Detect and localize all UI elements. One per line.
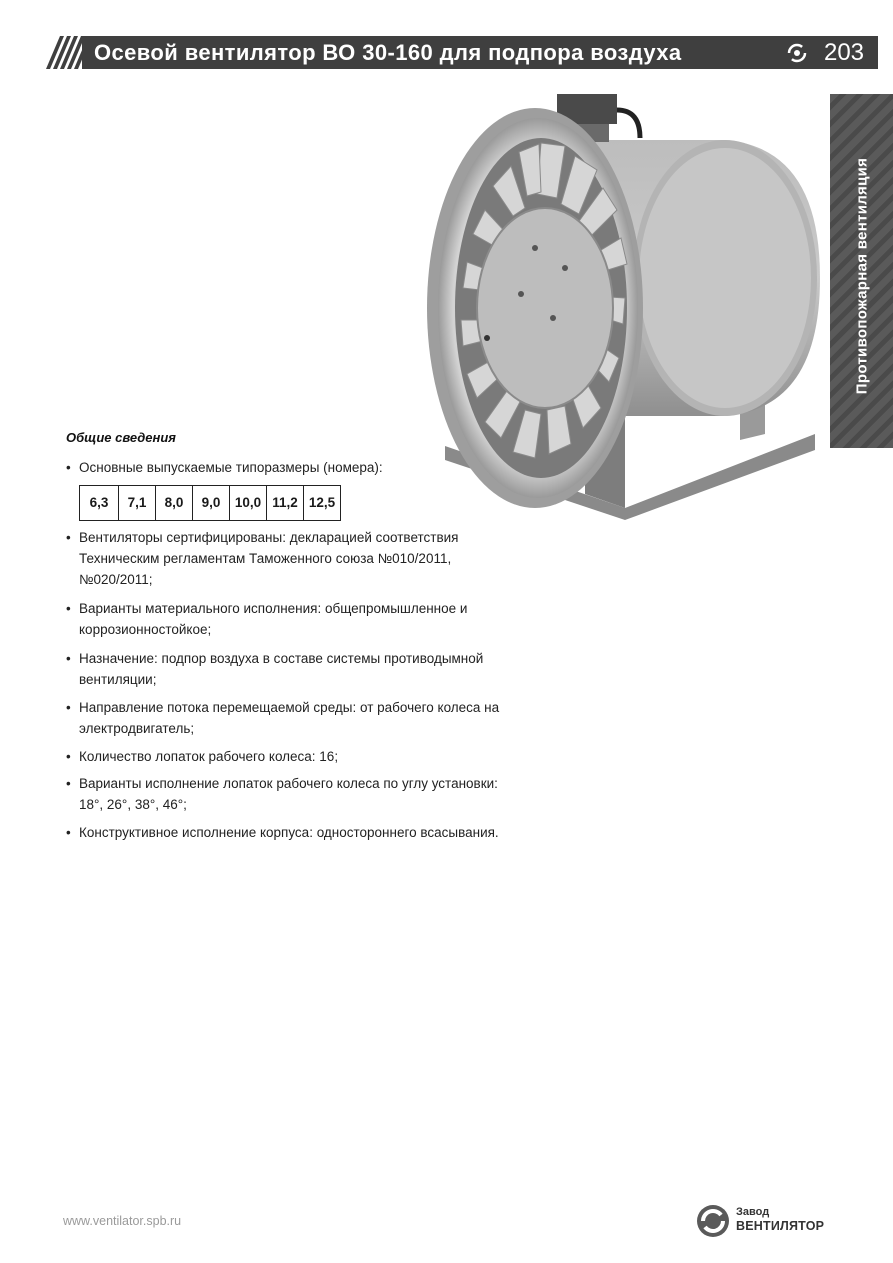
sizes-intro-text: Основные выпускаемые типоразмеры (номера): — [79, 460, 383, 475]
list-item-line: Направление потока перемещаемой среды: от рабочего колеса на — [79, 700, 500, 715]
list-item-line: Варианты материального исполнения: общепромышленное и — [79, 601, 468, 616]
footer-website-link[interactable]: www.ventilator.spb.ru — [63, 1214, 182, 1228]
list-item-line: Вентиляторы сертифицированы: декларацией соответствия — [79, 530, 459, 545]
axial-fan-photo — [425, 88, 825, 520]
size-cell: 9,0 — [192, 486, 229, 520]
size-cell: 6,3 — [89, 495, 109, 510]
list-item-line: коррозионностойкое; — [79, 622, 212, 637]
company-logo-icon — [695, 1203, 731, 1239]
list-item-line: Варианты исполнение лопаток рабочего колеса по углу установки: — [79, 776, 498, 791]
company-logo-line1: Завод — [736, 1206, 770, 1218]
size-cell: 10,0 — [229, 486, 266, 520]
list-item-line: вентиляции; — [79, 672, 157, 687]
list-item-line: Назначение: подпор воздуха в составе системы противодымной — [79, 651, 484, 666]
size-cell: 12,5 — [303, 486, 340, 520]
section-title: Общие сведения — [66, 430, 176, 445]
section-side-tab-label: Противопожарная вентиляция — [853, 157, 871, 395]
brand-logo-icon — [786, 42, 808, 64]
size-cell: 11,2 — [266, 486, 303, 520]
sizes-table — [79, 485, 341, 521]
size-cell: 7,1 — [118, 486, 155, 520]
page-title: Осевой вентилятор ВО 30-160 для подпора воздуха — [94, 40, 682, 65]
list-item-line: 18°, 26°, 38°, 46°; — [79, 797, 187, 812]
page-number: 203 — [823, 39, 865, 66]
list-item-line: Техническим регламентам Таможенного союза №010/2011, — [79, 551, 452, 566]
company-logo-line2: ВЕНТИЛЯТОР — [736, 1219, 825, 1233]
list-item-line: Количество лопаток рабочего колеса: 16; — [79, 749, 339, 764]
list-item-line: №020/2011; — [79, 572, 153, 587]
list-item-line: Конструктивное исполнение корпуса: одностороннего всасывания. — [79, 825, 499, 840]
size-cell: 8,0 — [155, 486, 192, 520]
list-item-line: электродвигатель; — [79, 721, 195, 736]
